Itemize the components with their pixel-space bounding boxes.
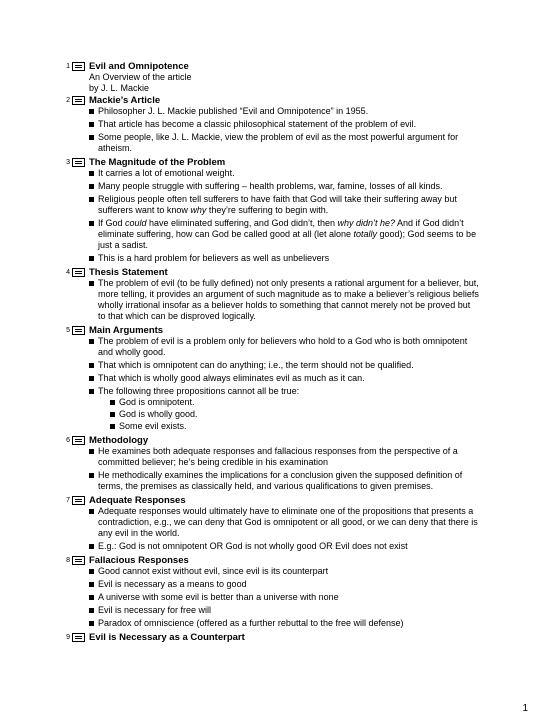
bullet-item: It carries a lot of emotional weight.	[89, 168, 480, 179]
bullet-item: Evil is necessary for free will	[89, 605, 480, 616]
bullet-item: The problem of evil (to be fully defined) not only presents a rational argument for a believer, but, more telling, it provides an argument of such magnitude as to make a believer’s religious beliefs wholly irrational insofar as a believer holds to something that cannot merely not be proved but to that which can be disproved logically.	[89, 278, 480, 322]
slide-1	[60, 60, 480, 94]
slide-title: Main Arguments	[89, 324, 164, 336]
slide-3	[60, 156, 480, 264]
slide-number: 1	[66, 62, 70, 70]
sub-bullet-item: Some evil exists.	[110, 421, 480, 432]
slide-number: 8	[66, 556, 70, 564]
slide-5	[60, 324, 480, 432]
slide-title: Adequate Responses	[89, 494, 186, 506]
bullet-item: A universe with some evil is better than a universe with none	[89, 592, 480, 603]
slide-9	[60, 631, 480, 643]
slide-title: Thesis Statement	[89, 266, 168, 278]
slide-7	[60, 494, 480, 552]
slide-8	[60, 554, 480, 629]
slide-icon[interactable]	[72, 556, 85, 565]
bullet-list	[60, 106, 480, 154]
slide-icon[interactable]	[72, 496, 85, 505]
bullet-list	[60, 278, 480, 322]
slide-icon[interactable]	[72, 436, 85, 445]
slide-icon[interactable]	[72, 268, 85, 277]
bullet-item: That which is wholly good always eliminates evil as much as it can.	[89, 373, 480, 384]
slide-icon[interactable]	[72, 326, 85, 335]
bullet-item: Some people, like J. L. Mackie, view the problem of evil as the most powerful argument for atheism.	[89, 132, 480, 154]
slide-title: Evil is Necessary as a Counterpart	[89, 631, 245, 643]
slide-icon[interactable]	[72, 633, 85, 642]
bullet-item: If God could have eliminated suffering, and God didn’t, then why didn’t he? And if God didn’t eliminate suffering, how can God be called good at all (let alone totally good); God seems to be just a sadist.	[89, 218, 480, 251]
bullet-text: The following three propositions cannot all be true:	[98, 386, 300, 396]
slide-number: 9	[66, 633, 70, 641]
bullet-item	[89, 386, 480, 432]
bullet-item: Evil is necessary as a means to good	[89, 579, 480, 590]
bullet-item: That which is omnipotent can do anything; i.e., the term should not be qualified.	[89, 360, 480, 371]
bullet-item: Good cannot exist without evil, since evil is its counterpart	[89, 566, 480, 577]
bullet-item: Philosopher J. L. Mackie published “Evil and Omnipotence” in 1955.	[89, 106, 480, 117]
bullet-item: This is a hard problem for believers as well as unbelievers	[89, 253, 480, 264]
bullet-item: Many people struggle with suffering – health problems, war, famine, losses of all kinds.	[89, 181, 480, 192]
slide-title: Fallacious Responses	[89, 554, 189, 566]
bullet-item: He examines both adequate responses and fallacious responses from the perspective of a committed believer; he’s being credible in his examination	[89, 446, 480, 468]
bullet-list	[60, 446, 480, 492]
slide-icon[interactable]	[72, 62, 85, 71]
bullet-list	[60, 336, 480, 432]
slide-icon[interactable]	[72, 158, 85, 167]
slide-4	[60, 266, 480, 322]
bullet-list	[60, 566, 480, 629]
bullet-item: E.g.: God is not omnipotent OR God is not wholly good OR Evil does not exist	[89, 541, 480, 552]
slide-outline	[60, 60, 480, 643]
slide-number: 2	[66, 96, 70, 104]
bullet-item: Paradox of omniscience (offered as a further rebuttal to the free will defense)	[89, 618, 480, 629]
sub-bullet-item: God is wholly good.	[110, 409, 480, 420]
bullet-item: That article has become a classic philosophical statement of the problem of evil.	[89, 119, 480, 130]
sub-bullet-item: God is omnipotent.	[110, 397, 480, 408]
bullet-item: Religious people often tell sufferers to have faith that God will take their suffering away but sufferers want to know why they’re suffering to begin with.	[89, 194, 480, 216]
bullet-item: He methodically examines the implications for a conclusion given the supposed definition of terms, the premises as classically held, and various qualifications to given premises.	[89, 470, 480, 492]
slide-title: The Magnitude of the Problem	[89, 156, 226, 168]
slide-subtitle	[89, 72, 480, 94]
bullet-list	[60, 168, 480, 264]
slide-number: 6	[66, 436, 70, 444]
slide-icon[interactable]	[72, 96, 85, 105]
sub-bullet-list	[110, 397, 480, 432]
page-number: 1	[522, 703, 528, 714]
subtitle-line: by J. L. Mackie	[89, 83, 150, 93]
slide-2	[60, 94, 480, 154]
slide-number: 7	[66, 496, 70, 504]
slide-title: Evil and Omnipotence	[89, 60, 189, 72]
subtitle-line: An Overview of the article	[89, 72, 192, 82]
slide-title: Mackie’s Article	[89, 94, 161, 106]
bullet-item: Adequate responses would ultimately have to eliminate one of the propositions that presents a contradiction, e.g., we can deny that God is omnipotent or all good, or we can deny that there is any evil in the world.	[89, 506, 480, 539]
slide-title: Methodology	[89, 434, 149, 446]
slide-number: 4	[66, 268, 70, 276]
bullet-item: The problem of evil is a problem only for believers who hold to a God who is both omnipotent and wholly good.	[89, 336, 480, 358]
bullet-list	[60, 506, 480, 552]
slide-number: 3	[66, 158, 70, 166]
slide-6	[60, 434, 480, 492]
slide-number: 5	[66, 326, 70, 334]
